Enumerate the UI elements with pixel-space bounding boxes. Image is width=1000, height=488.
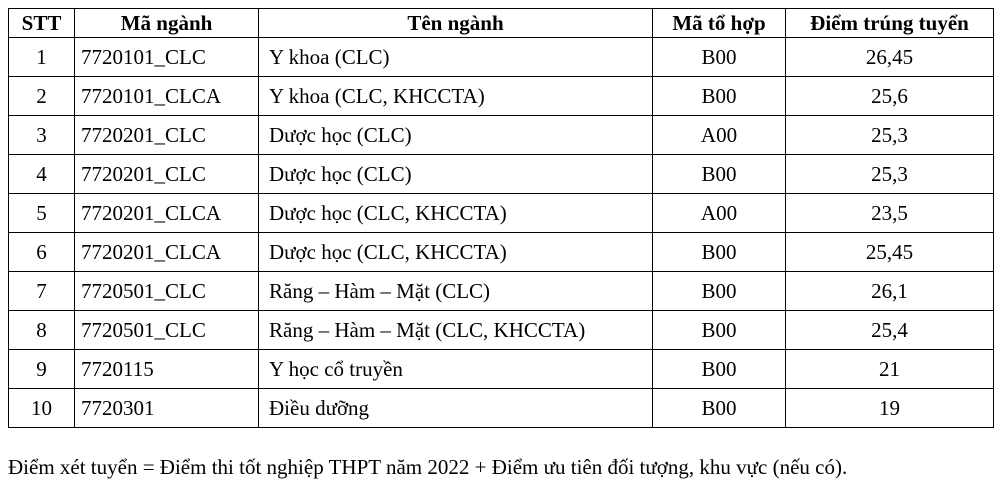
cell-diem: 25,45 xyxy=(786,233,994,272)
cell-diem: 25,6 xyxy=(786,77,994,116)
table-row xyxy=(9,116,994,155)
cell-ma-to-hop: B00 xyxy=(653,233,786,272)
header-diem-trung-tuyen: Điểm trúng tuyển xyxy=(786,9,994,38)
table-row xyxy=(9,194,994,233)
header-stt: STT xyxy=(9,9,75,38)
cell-diem: 25,3 xyxy=(786,155,994,194)
cell-ten-nganh: Điều dưỡng xyxy=(259,389,653,428)
cell-ma-to-hop: B00 xyxy=(653,77,786,116)
cell-diem: 26,1 xyxy=(786,272,994,311)
cell-ma-nganh: 7720501_CLC xyxy=(75,272,259,311)
score-formula-note: Điểm xét tuyển = Điểm thi tốt nghiệp THPT năm 2022 + Điểm ưu tiên đối tượng, khu vực (nếu có). xyxy=(8,455,848,479)
cell-ten-nganh: Y khoa (CLC, KHCCTA) xyxy=(259,77,653,116)
cell-stt: 1 xyxy=(9,38,75,77)
cell-ma-nganh: 7720201_CLCA xyxy=(75,233,259,272)
cell-ma-to-hop: B00 xyxy=(653,389,786,428)
table-row xyxy=(9,155,994,194)
cell-ten-nganh: Y khoa (CLC) xyxy=(259,38,653,77)
table-row xyxy=(9,38,994,77)
cell-ma-nganh: 7720101_CLCA xyxy=(75,77,259,116)
cell-stt: 5 xyxy=(9,194,75,233)
cell-stt: 4 xyxy=(9,155,75,194)
header-ma-nganh: Mã ngành xyxy=(75,9,259,38)
cell-ma-nganh: 7720501_CLC xyxy=(75,311,259,350)
cell-stt: 9 xyxy=(9,350,75,389)
cell-diem: 23,5 xyxy=(786,194,994,233)
cell-stt: 10 xyxy=(9,389,75,428)
cell-diem: 26,45 xyxy=(786,38,994,77)
cell-diem: 21 xyxy=(786,350,994,389)
cell-ten-nganh: Y học cổ truyền xyxy=(259,350,653,389)
cell-ten-nganh: Răng – Hàm – Mặt (CLC) xyxy=(259,272,653,311)
cell-ma-nganh: 7720301 xyxy=(75,389,259,428)
cell-ten-nganh: Dược học (CLC) xyxy=(259,155,653,194)
cell-stt: 6 xyxy=(9,233,75,272)
cell-ma-to-hop: A00 xyxy=(653,194,786,233)
header-ten-nganh: Tên ngành xyxy=(259,9,653,38)
cell-ma-to-hop: B00 xyxy=(653,272,786,311)
cell-diem: 25,3 xyxy=(786,116,994,155)
cell-ma-to-hop: B00 xyxy=(653,38,786,77)
table-header-row xyxy=(9,9,994,38)
cell-diem: 19 xyxy=(786,389,994,428)
cell-stt: 3 xyxy=(9,116,75,155)
table-row xyxy=(9,272,994,311)
cell-ma-nganh: 7720201_CLC xyxy=(75,155,259,194)
cell-stt: 7 xyxy=(9,272,75,311)
admission-scores-table xyxy=(8,8,994,428)
cell-stt: 2 xyxy=(9,77,75,116)
cell-stt: 8 xyxy=(9,311,75,350)
table-row xyxy=(9,389,994,428)
cell-ma-nganh: 7720201_CLC xyxy=(75,116,259,155)
admission-scores-table-wrapper xyxy=(8,8,993,428)
header-ma-to-hop: Mã tổ hợp xyxy=(653,9,786,38)
cell-ma-to-hop: A00 xyxy=(653,116,786,155)
table-row xyxy=(9,311,994,350)
cell-ten-nganh: Dược học (CLC, KHCCTA) xyxy=(259,194,653,233)
cell-ten-nganh: Dược học (CLC, KHCCTA) xyxy=(259,233,653,272)
cell-ma-nganh: 7720201_CLCA xyxy=(75,194,259,233)
table-row xyxy=(9,233,994,272)
table-row xyxy=(9,77,994,116)
cell-ten-nganh: Dược học (CLC) xyxy=(259,116,653,155)
cell-ten-nganh: Răng – Hàm – Mặt (CLC, KHCCTA) xyxy=(259,311,653,350)
cell-ma-to-hop: B00 xyxy=(653,155,786,194)
cell-diem: 25,4 xyxy=(786,311,994,350)
cell-ma-to-hop: B00 xyxy=(653,350,786,389)
cell-ma-to-hop: B00 xyxy=(653,311,786,350)
cell-ma-nganh: 7720101_CLC xyxy=(75,38,259,77)
cell-ma-nganh: 7720115 xyxy=(75,350,259,389)
table-row xyxy=(9,350,994,389)
